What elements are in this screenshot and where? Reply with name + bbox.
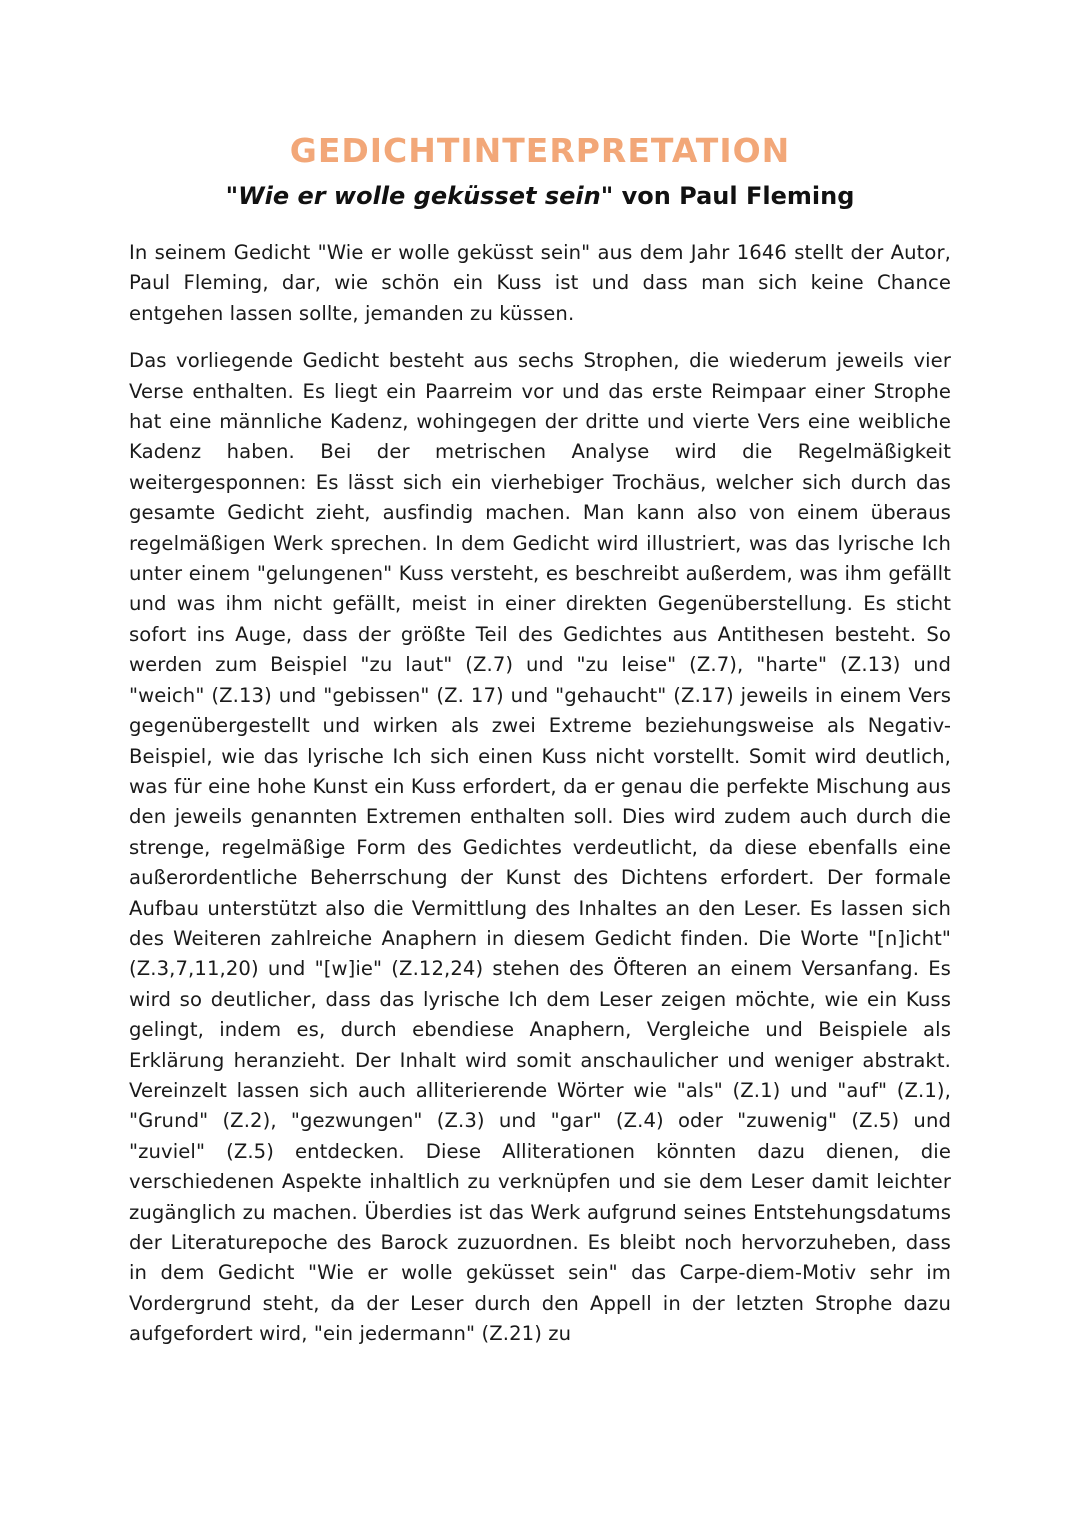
document-content	[129, 128, 951, 1350]
poem-title: "Wie er wolle geküsset sein"	[225, 182, 614, 210]
paragraph-analysis: Das vorliegende Gedicht besteht aus sechs Strophen, die wiederum jeweils vier Verse enthalten. Es liegt ein Paarreim vor und das erste Reimpaar einer Strophe hat eine männliche Kadenz, wohingegen der dritte und vierte Vers eine weibliche Kadenz haben. Bei der metrischen Analyse wird die Regelmäßigkeit weitergesponnen: Es lässt sich ein vierhebiger Trochäus, welcher sich durch das gesamte Gedicht zieht, ausfindig machen. Man kann also von einem überaus regelmäßigen Werk sprechen. In dem Gedicht wird illustriert, was das lyrische Ich unter einem "gelungenen" Kuss versteht, es beschreibt außerdem, was ihm gefällt und was ihm nicht gefällt, meist in einer direkten Gegenüberstellung. Es sticht sofort ins Auge, dass der größte Teil des Gedichtes aus Antithesen besteht. So werden zum Beispiel "zu laut" (Z.7) und "zu leise" (Z.7), "harte" (Z.13) und "weich" (Z.13) und "gebissen" (Z. 17) und "gehaucht" (Z.17) jeweils in einem Vers gegenübergestellt und wirken als zwei Extreme beziehungsweise als Negativ-Beispiel, wie das lyrische Ich sich einen Kuss nicht vorstellt. Somit wird deutlich, was für eine hohe Kunst ein Kuss erfordert, da er genau die perfekte Mischung aus den jeweils genannten Extremen enthalten soll. Dies wird zudem auch durch die strenge, regelmäßige Form des Gedichtes verdeutlicht, da diese ebenfalls eine außerordentliche Beherrschung der Kunst des Dichtens erfordert. Der formale Aufbau unterstützt also die Vermittlung des Inhaltes an den Leser. Es lassen sich des Weiteren zahlreiche Anaphern in diesem Gedicht finden. Die Worte "[n]icht" (Z.3,7,11,20) und "[w]ie" (Z.12,24) stehen des Öfteren an einem Versanfang. Es wird so deutlicher, dass das lyrische Ich dem Leser zeigen möchte, wie ein Kuss gelingt, indem es, durch ebendiese Anaphern, Vergleiche und Beispiele als Erklärung heranzieht. Der Inhalt wird somit anschaulicher und weniger abstrakt. Vereinzelt lassen sich auch alliterierende Wörter wie "als" (Z.1) und "auf" (Z.1), "Grund" (Z.2), "gezwungen" (Z.3) und "gar" (Z.4) oder "zuwenig" (Z.5) und "zuviel" (Z.5) entdecken. Diese Alliterationen könnten dazu dienen, die verschiedenen Aspekte inhaltlich zu verknüpfen und sie dem Leser damit leichter zugänglich zu machen. Überdies ist das Werk aufgrund seines Entstehungsdatums der Literaturepoche des Barock zuzuordnen. Es bleibt noch hervorzuheben, dass in dem Gedicht "Wie er wolle geküsset sein" das Carpe-diem-Motiv sehr im Vordergrund steht, da der Leser durch den Appell in der letzten Strophe dazu aufgefordert wird, "ein jedermann" (Z.21) zu	[129, 349, 951, 1346]
poem-author: von Paul Fleming	[613, 182, 855, 210]
document-title: GEDICHTINTERPRETATION	[289, 131, 791, 170]
document-subtitle	[129, 178, 951, 214]
paragraph-intro: In seinem Gedicht "Wie er wolle geküsst sein" aus dem Jahr 1646 stellt der Autor, Paul Fleming, dar, wie schön ein Kuss ist und dass man sich keine Chance entgehen lassen sollte, jemanden zu küssen.	[129, 241, 951, 325]
